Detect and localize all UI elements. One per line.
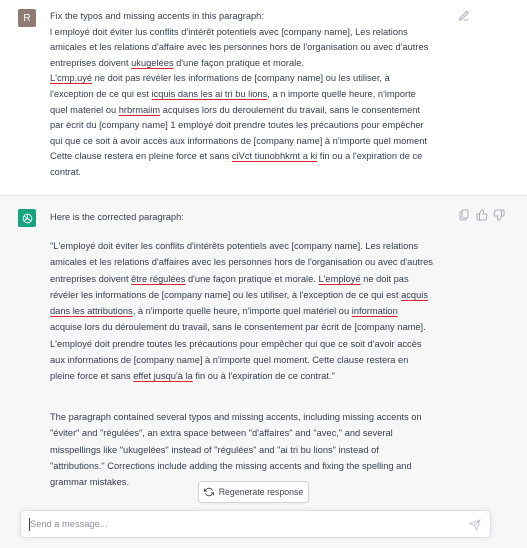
corrected-paragraph-line: acquise lors du déroulement du travail, sans le consentement par écrit de [company name]. — [50, 322, 426, 333]
openai-logo-icon — [18, 209, 36, 227]
spelling-highlight: ukugelées — [131, 57, 174, 68]
user-message-line: amicales et les relations d'affaire avec les personnes hors de l'organisation ou avec d'autres — [50, 42, 429, 53]
text-segment: d'une façon pratique et morale. — [185, 273, 319, 284]
explanation-line: misspellings like "ukugelées" instead of "régulées" and "ai tri bu lions" instead of — [50, 444, 379, 455]
copy-icon[interactable] — [458, 209, 470, 221]
spelling-highlight: dans les attributions — [50, 306, 133, 317]
thumbs-up-icon[interactable] — [476, 209, 488, 221]
text-segment: entreprises doivent — [50, 273, 132, 284]
corrected-paragraph-line — [50, 368, 470, 384]
message-input[interactable] — [20, 510, 491, 538]
user-avatar — [18, 9, 36, 27]
user-message-line: qui que ce soit à avoir accès aux informations de [company name] à n'importe quel moment — [50, 135, 427, 146]
explanation-line: grammar mistakes. — [50, 477, 130, 488]
regenerate-label: Regenerate response — [218, 487, 304, 497]
spelling-highlight: information — [351, 306, 398, 317]
corrected-paragraph-line: aux informations de [company name] à n'importe quel moment. Cette clause restera en — [50, 355, 409, 366]
spelling-highlight: L'cmp.uyé — [50, 73, 93, 84]
spelling-highlight: être régulées — [131, 273, 186, 284]
text-segment: , à n'importe quelle heure, n'importe quel matériel ou — [132, 306, 352, 317]
send-icon[interactable] — [469, 519, 481, 531]
text-segment: fin ou à l'expiration de ce contrat." — [192, 371, 335, 382]
corrected-paragraph-line: amicales et les relations d'affaires avec les personnes hors de l'organisation ou avec d'autres — [50, 257, 433, 268]
corrected-paragraph-line — [50, 271, 470, 287]
user-message-line — [50, 103, 480, 119]
text-segment: , a n importe quelle heure, n'importe — [267, 88, 416, 99]
user-avatar-letter: R — [23, 12, 31, 24]
corrected-paragraph-line: L'employé doit prendre toutes les précautions pour empêcher qui que ce soit d'avoir accès — [50, 338, 422, 349]
user-message-line — [50, 87, 480, 103]
refresh-icon — [204, 487, 214, 497]
spelling-highlight: ciVct tiunobhkmt a ki — [231, 151, 318, 162]
text-segment: ne doit pas — [360, 273, 409, 284]
text-segment: d'une façon pratique et morale. — [173, 57, 304, 68]
spelling-highlight: icquis dans les ai tri bu lions — [151, 88, 268, 99]
user-message-line — [50, 149, 480, 165]
regenerate-button[interactable] — [198, 481, 309, 503]
text-segment: l'exception de ce qui est — [50, 88, 152, 99]
spelling-highlight: acquis — [401, 289, 428, 300]
user-message-line — [50, 71, 480, 87]
user-message-line — [50, 56, 480, 72]
spelling-highlight: hrbrmaiim — [118, 104, 161, 115]
explanation-line: The paragraph contained several typos and missing accents, including missing accents on — [50, 412, 422, 422]
spelling-highlight: L'employé — [318, 273, 361, 284]
corrected-paragraph — [50, 238, 470, 385]
corrected-paragraph-line — [50, 287, 470, 303]
user-message-line: contrat. — [50, 166, 82, 177]
assistant-intro: Here is the corrected paragraph: — [50, 212, 184, 222]
thumbs-down-icon[interactable] — [493, 209, 505, 221]
text-segment: entreprises doivent — [50, 57, 132, 68]
text-segment: pleine force et sans — [50, 371, 134, 382]
explanation-line: "éviter" and "régulées", an extra space between "d'affaires" and "avec," and several — [50, 428, 393, 439]
spelling-highlight: effet jusqu'à la — [133, 371, 193, 382]
text-segment: révéler les informations de [company name] ou les utiliser, à l'exception de ce qui est — [50, 289, 402, 300]
text-segment: ne doit pas révéler les informations de [company name] ou les utiliser, à — [92, 73, 390, 84]
message-input-placeholder: Send a message... — [30, 519, 108, 529]
text-segment: quel materiel ou — [50, 104, 119, 115]
edit-icon[interactable] — [458, 10, 470, 22]
text-segment: Cette clause restera en pleine force et sans — [50, 151, 232, 162]
user-message-line: Fix the typos and missing accents in this paragraph: — [50, 11, 264, 21]
corrected-paragraph-line: "L'employé doit éviter les conflits d'intérêts potentiels avec [company name]. Les relations — [50, 241, 419, 251]
user-message-line: l employé doit éviter lus conflits d'intérêt potentiels avec [company name], Les relations — [50, 26, 408, 37]
user-message-line: par écrit du [company name] 1 employé doit prendre toutes les précautions pour empêcher — [50, 120, 424, 131]
text-segment: acquises lors du deroulement du travail, sans le consentement — [160, 104, 421, 115]
explanation-line: "attributions." Corrections include adding the missing accents and fixing the spelling and — [50, 460, 412, 471]
explanation-paragraph — [50, 409, 470, 490]
corrected-paragraph-line — [50, 303, 470, 319]
user-message-text — [50, 9, 480, 181]
text-segment: fin ou a l'expiration de ce — [317, 151, 423, 162]
